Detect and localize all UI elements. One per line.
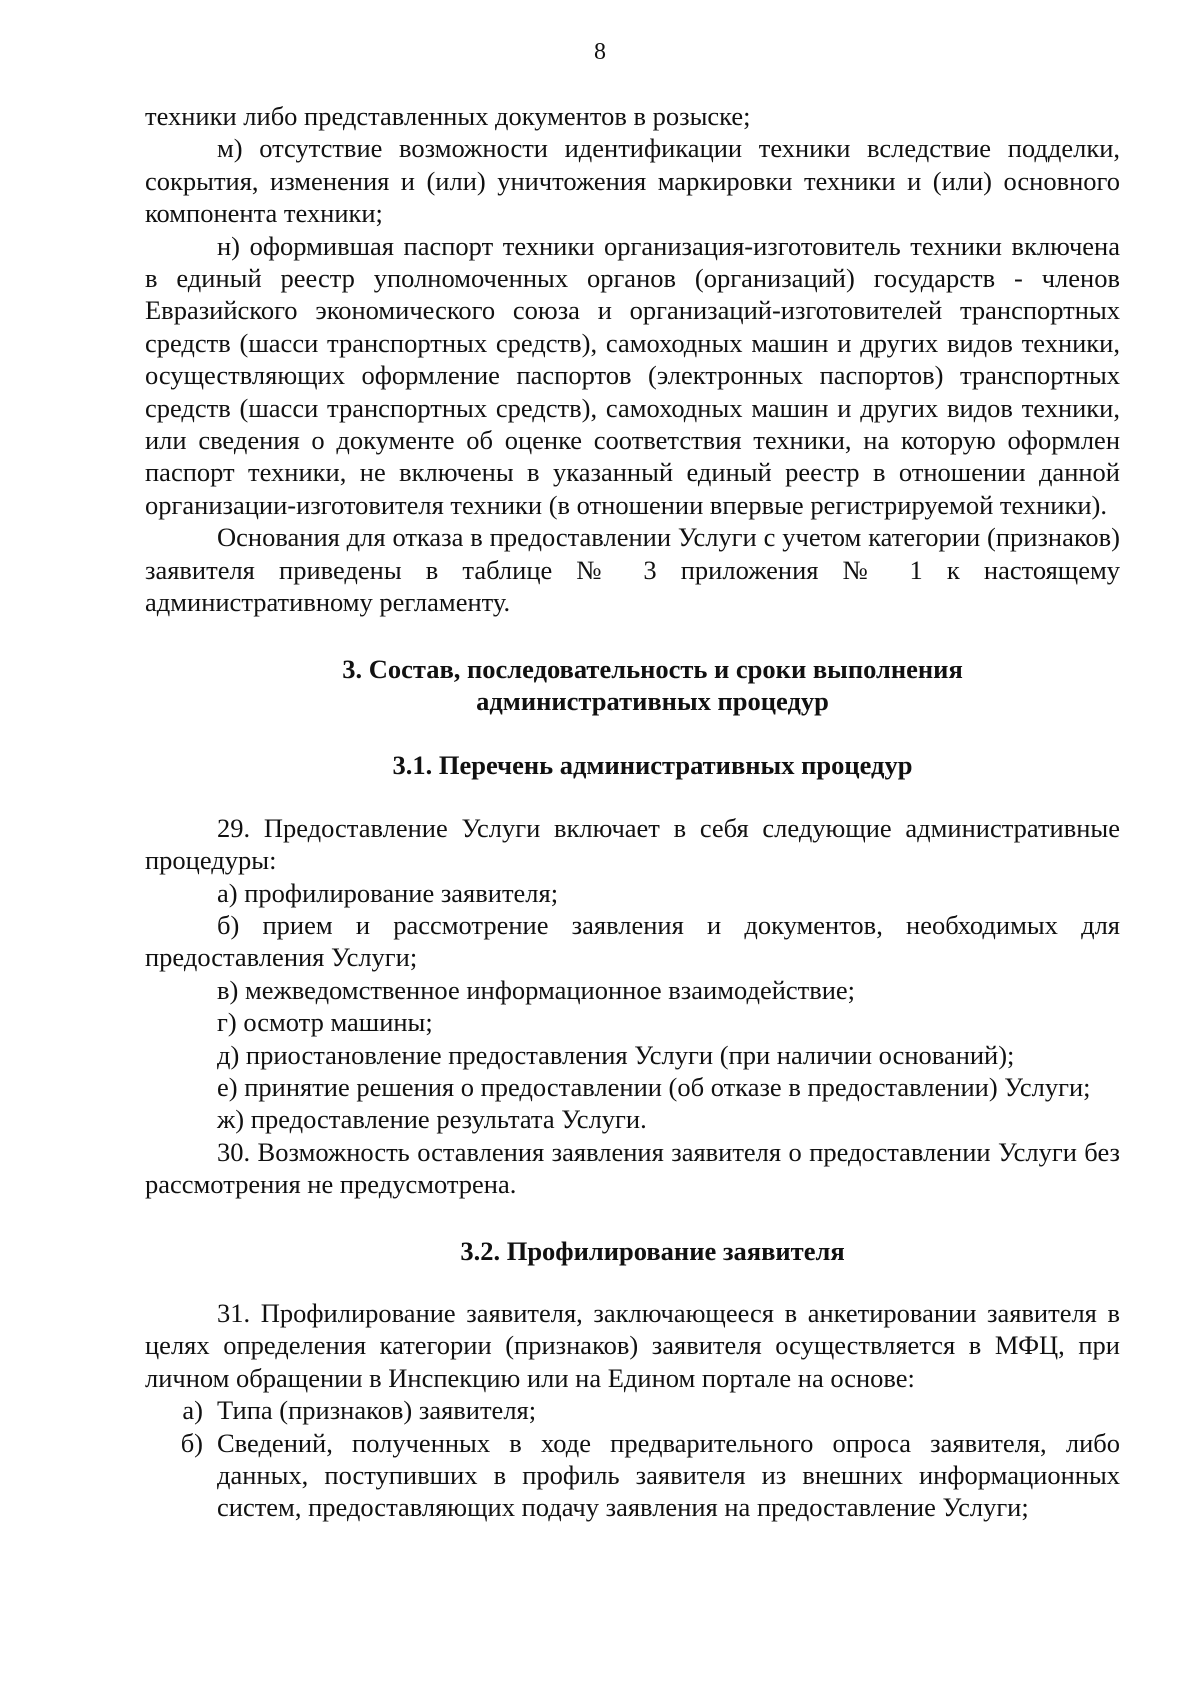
section-3-1-title: 3.1. Перечень административных процедур — [392, 750, 913, 781]
paragraph: н) оформившая паспорт техники организация-изготовитель техники включена в единый реестр уполномоченных органов (организаций) государств - членов Евразийского экономического союза и организаций-изготовителей транспортных средств (шасси транспортных средств), самоходных машин и других видов техники, осуществляющих оформление паспортов (электронных паспортов) транспортных средств (шасси транспортных средств), самоходных машин и других видов техники, или сведения о документе об оценке соответствия техники, на которую оформлен паспорт техники, не включены в указанный единый реестр в отношении данной организации-изготовителя техники (в отношении впервые регистрируемой техники). — [145, 230, 1120, 520]
profiling-basis-list — [145, 1394, 1120, 1524]
section-3-title-line1: 3. Состав, последовательность и сроки выполнения — [342, 653, 963, 684]
list-item-marker: а) — [182, 1395, 203, 1426]
paragraph: е) принятие решения о предоставлении (об отказе в предоставлении) Услуги; — [217, 1071, 1091, 1102]
paragraph: д) приостановление предоставления Услуги (при наличии оснований); — [217, 1039, 1015, 1070]
paragraph-group-procedures — [145, 812, 1120, 1201]
section-3-2-title: 3.2. Профилирование заявителя — [460, 1235, 845, 1266]
paragraph: в) межведомственное информационное взаимодействие; — [217, 974, 856, 1005]
paragraph: 29. Предоставление Услуги включает в себя следующие административные процедуры: — [145, 812, 1120, 876]
paragraph: б) прием и рассмотрение заявления и документов, необходимых для предоставления Услуги; — [145, 909, 1120, 973]
page-number: 8 — [594, 39, 606, 65]
paragraph: ж) предоставление результата Услуги. — [217, 1104, 647, 1135]
paragraph: Основания для отказа в предоставлении Услуги с учетом категории (признаков) заявителя приведены в таблице № 3 приложения № 1 к настоящему административному регламенту. — [145, 522, 1120, 618]
list-item-marker: б) — [180, 1427, 203, 1458]
paragraph: г) осмотр машины; — [217, 1007, 433, 1038]
paragraph: а) профилирование заявителя; — [217, 877, 559, 908]
paragraph: техники либо представленных документов в розыске; — [145, 101, 751, 131]
list-item — [145, 1427, 1120, 1524]
paragraph: м) отсутствие возможности идентификации техники вследствие подделки, сокрытия, изменения и (или) уничтожения маркировки техники и (или) основного компонента техники; — [145, 133, 1120, 229]
section-3-title — [145, 653, 1120, 718]
paragraph-31: 31. Профилирование заявителя, заключающееся в анкетировании заявителя в целях определения категории (признаков) заявителя осуществляется в МФЦ, при личном обращении в Инспекцию или на Едином портале на основе: — [145, 1298, 1120, 1393]
paragraph: 30. Возможность оставления заявления заявителя о предоставлении Услуги без рассмотрения не предусмотрена. — [145, 1136, 1120, 1200]
document-body — [145, 100, 1120, 1524]
list-item — [145, 1394, 1120, 1426]
section-3-title-line2: административных процедур — [476, 685, 829, 716]
paragraph-group-grounds — [145, 100, 1120, 619]
list-item-text: Типа (признаков) заявителя; — [217, 1395, 537, 1426]
list-item-text: Сведений, полученных в ходе предварительного опроса заявителя, либо данных, поступивших в профиль заявителя из внешних информационных систем, предоставляющих подачу заявления на предоставление Услуги; — [217, 1427, 1120, 1523]
